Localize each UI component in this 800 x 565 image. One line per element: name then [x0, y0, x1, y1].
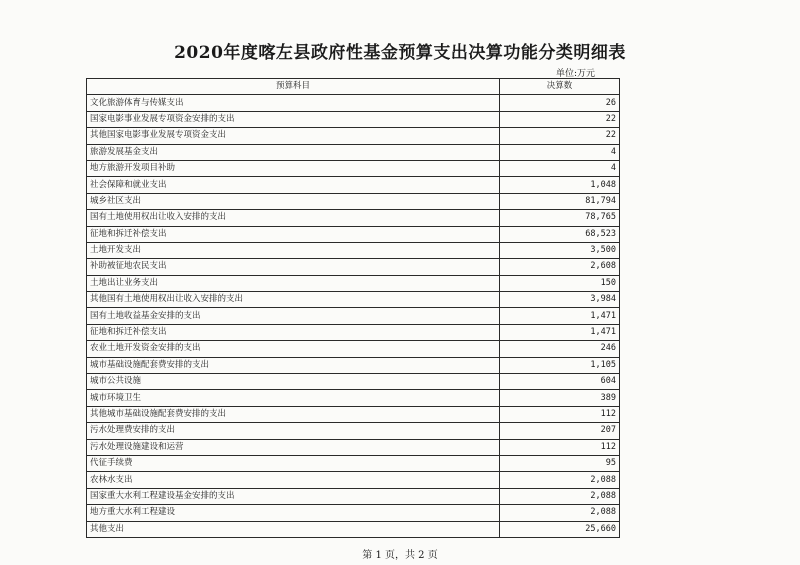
- table-row: [87, 144, 620, 160]
- row-amount: 1,048: [500, 177, 620, 193]
- row-amount: 389: [500, 390, 620, 406]
- row-amount: 81,794: [500, 193, 620, 209]
- row-amount: 2,088: [500, 488, 620, 504]
- row-amount: 246: [500, 341, 620, 357]
- row-subject: 征地和拆迁补偿支出: [87, 324, 500, 340]
- table-row: [87, 324, 620, 340]
- row-amount: 1,471: [500, 308, 620, 324]
- row-subject: 土地出让业务支出: [87, 275, 500, 291]
- table-row: [87, 242, 620, 258]
- row-subject: 污水处理费安排的支出: [87, 423, 500, 439]
- table-row: [87, 390, 620, 406]
- row-amount: 22: [500, 111, 620, 127]
- row-amount: 78,765: [500, 210, 620, 226]
- row-subject: 文化旅游体育与传媒支出: [87, 95, 500, 111]
- table-row: [87, 455, 620, 471]
- table-row: [87, 439, 620, 455]
- row-amount: 207: [500, 423, 620, 439]
- row-subject: 代征手续费: [87, 455, 500, 471]
- row-amount: 3,500: [500, 242, 620, 258]
- table-row: [87, 341, 620, 357]
- row-subject: 城市环境卫生: [87, 390, 500, 406]
- row-amount: 68,523: [500, 226, 620, 242]
- row-amount: 1,105: [500, 357, 620, 373]
- table-row: [87, 292, 620, 308]
- row-amount: 2,088: [500, 505, 620, 521]
- row-subject: 国有土地使用权出让收入安排的支出: [87, 210, 500, 226]
- table-row: [87, 210, 620, 226]
- row-amount: 26: [500, 95, 620, 111]
- page-title: 2020年度喀左县政府性基金预算支出决算功能分类明细表: [174, 43, 626, 63]
- row-subject: 城市基础设施配套费安排的支出: [87, 357, 500, 373]
- row-subject: 征地和拆迁补偿支出: [87, 226, 500, 242]
- page-footer: 第 1 页，共 2 页: [362, 550, 438, 561]
- row-subject: 农林水支出: [87, 472, 500, 488]
- row-subject: 其他城市基础设施配套费安排的支出: [87, 406, 500, 422]
- row-amount: 22: [500, 128, 620, 144]
- row-amount: 95: [500, 455, 620, 471]
- table-row: [87, 160, 620, 176]
- row-amount: 25,660: [500, 521, 620, 537]
- table-row: [87, 488, 620, 504]
- row-subject: 其他国有土地使用权出让收入安排的支出: [87, 292, 500, 308]
- unit-label: 单位:万元: [556, 69, 596, 79]
- row-subject: 地方旅游开发项目补助: [87, 160, 500, 176]
- row-amount: 112: [500, 406, 620, 422]
- table-row: [87, 259, 620, 275]
- row-subject: 其他国家电影事业发展专项资金支出: [87, 128, 500, 144]
- row-amount: 3,984: [500, 292, 620, 308]
- table-row: [87, 374, 620, 390]
- row-amount: 4: [500, 144, 620, 160]
- table-row: [87, 505, 620, 521]
- table-row: [87, 193, 620, 209]
- table-row: [87, 423, 620, 439]
- row-subject: 国有土地收益基金安排的支出: [87, 308, 500, 324]
- row-amount: 1,471: [500, 324, 620, 340]
- table-row: [87, 95, 620, 111]
- table-header-row: [87, 79, 620, 95]
- row-amount: 112: [500, 439, 620, 455]
- table-row: [87, 357, 620, 373]
- row-subject: 社会保障和就业支出: [87, 177, 500, 193]
- table-row: [87, 275, 620, 291]
- table-row: [87, 521, 620, 537]
- table-row: [87, 472, 620, 488]
- header-final-amount: 决算数: [500, 79, 620, 95]
- row-amount: 2,088: [500, 472, 620, 488]
- row-subject: 城市公共设施: [87, 374, 500, 390]
- row-subject: 补助被征地农民支出: [87, 259, 500, 275]
- row-amount: 150: [500, 275, 620, 291]
- table-row: [87, 406, 620, 422]
- table-row: [87, 111, 620, 127]
- row-subject: 国家重大水利工程建设基金安排的支出: [87, 488, 500, 504]
- row-amount: 4: [500, 160, 620, 176]
- row-amount: 2,608: [500, 259, 620, 275]
- budget-table: [86, 78, 620, 538]
- row-amount: 604: [500, 374, 620, 390]
- row-subject: 污水处理设施建设和运营: [87, 439, 500, 455]
- row-subject: 地方重大水利工程建设: [87, 505, 500, 521]
- table-row: [87, 308, 620, 324]
- table-row: [87, 177, 620, 193]
- row-subject: 其他支出: [87, 521, 500, 537]
- row-subject: 旅游发展基金支出: [87, 144, 500, 160]
- row-subject: 农业土地开发资金安排的支出: [87, 341, 500, 357]
- row-subject: 城乡社区支出: [87, 193, 500, 209]
- row-subject: 国家电影事业发展专项资金安排的支出: [87, 111, 500, 127]
- row-subject: 土地开发支出: [87, 242, 500, 258]
- table-row: [87, 128, 620, 144]
- table-row: [87, 226, 620, 242]
- table-body: [87, 95, 620, 538]
- header-budget-subject: 预算科目: [87, 79, 500, 95]
